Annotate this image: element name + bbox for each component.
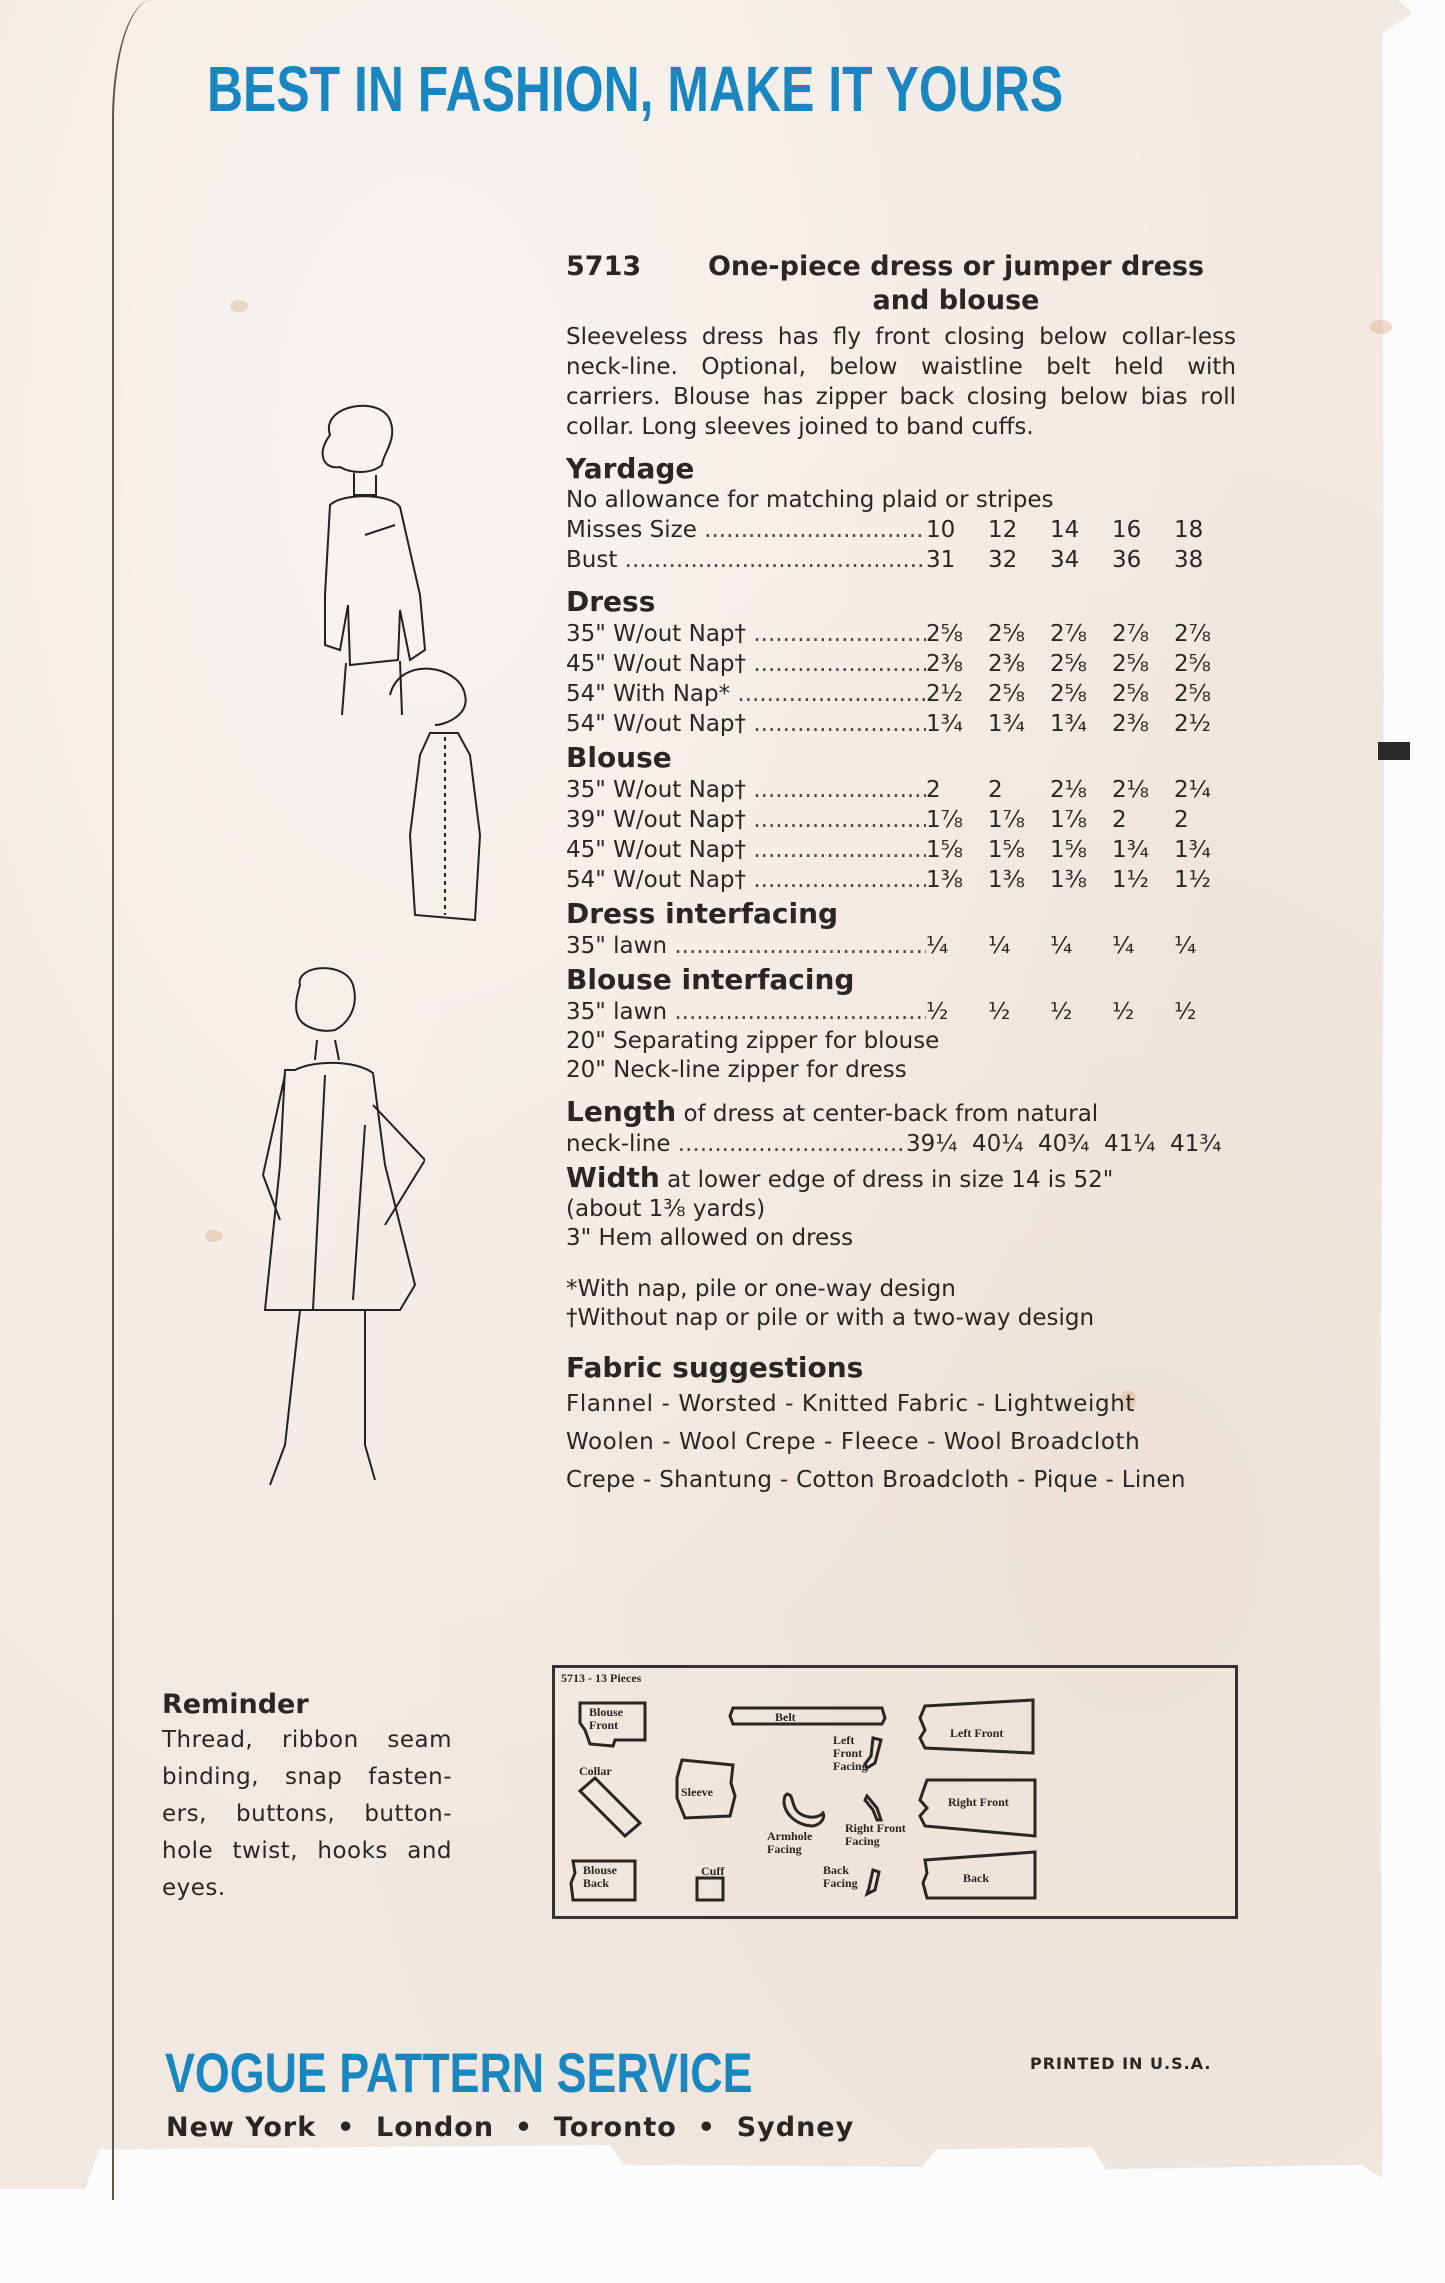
cell: ¼ (1112, 933, 1135, 959)
cell: 1⅜ (988, 867, 1025, 893)
size-value: 12 (988, 517, 1018, 543)
length-text: of dress at center-back from natural (683, 1101, 1099, 1127)
row-label: 35" lawn ..... (566, 997, 926, 1027)
piece-label: Blouse Back (583, 1863, 618, 1890)
sizes-label: Misses Size ..... (566, 515, 926, 545)
piece-label: Collar (579, 1764, 612, 1778)
pattern-details (566, 250, 1236, 1499)
width-heading: Width (566, 1161, 660, 1194)
yardage-row (566, 775, 1236, 805)
cell: 1⅜ (1050, 867, 1087, 893)
cell: 2⅝ (1050, 651, 1087, 677)
length-heading: Length (566, 1095, 677, 1128)
piece-label: Armhole Facing (767, 1829, 813, 1856)
cell: 2⅝ (988, 681, 1025, 707)
cell: 2⅛ (1112, 777, 1149, 803)
cell: 1⅞ (1050, 807, 1087, 833)
cell: 2⅝ (1050, 681, 1087, 707)
cell: 2 (988, 777, 1003, 803)
registration-mark (1378, 742, 1410, 760)
blouse-heading: Blouse (566, 741, 672, 774)
cell: 2 (1112, 807, 1127, 833)
cell: 2⅝ (988, 621, 1025, 647)
row-label: 39" W/out Nap† ..... (566, 805, 926, 835)
cell: 1½ (1112, 867, 1149, 893)
hem-note: 3" Hem allowed on dress (566, 1225, 854, 1251)
dress-interfacing-heading: Dress interfacing (566, 897, 839, 930)
fabric-heading: Fabric suggestions (566, 1351, 864, 1384)
row-label: 45" W/out Nap† ..... (566, 835, 926, 865)
envelope-flap-fold (112, 0, 154, 2200)
dress-back-illustration-icon (225, 965, 425, 1525)
cell: ½ (1050, 999, 1073, 1025)
reminder-block (162, 1688, 452, 1907)
width-yards: (about 1⅜ yards) (566, 1196, 766, 1222)
row-label: 54" W/out Nap† ..... (566, 709, 926, 739)
size-value: 14 (1050, 517, 1080, 543)
cell: 1⅝ (988, 837, 1025, 863)
cell: 1¾ (1050, 711, 1087, 737)
cell: 2⅞ (1112, 621, 1149, 647)
cell: 2⅞ (1174, 621, 1211, 647)
cell: ½ (1112, 999, 1135, 1025)
fabric-line: Crepe - Shantung - Cotton Broadcloth - Pique - Linen (566, 1467, 1186, 1493)
cell: 1¾ (926, 711, 963, 737)
piece-label: Belt (775, 1710, 796, 1724)
pattern-title (566, 250, 1236, 318)
piece-label: Left Front (950, 1726, 1004, 1740)
bust-value: 32 (988, 547, 1018, 573)
cell: 41¼ (1104, 1131, 1156, 1157)
reminder-heading: Reminder (162, 1689, 309, 1720)
yardage-row (566, 709, 1236, 739)
reminder-text: Thread, ribbon seam binding, snap fasten-ers, buttons, button-hole twist, hooks and eyes. (162, 1727, 452, 1901)
yardage-row (566, 997, 1236, 1027)
cell: 1¾ (1112, 837, 1149, 863)
cell: 1⅜ (926, 867, 963, 893)
row-label: 35" W/out Nap† ..... (566, 619, 926, 649)
piece-label: Back (963, 1871, 990, 1885)
cell: ½ (926, 999, 949, 1025)
length-line (566, 1097, 1236, 1129)
cell: ¼ (1050, 933, 1073, 959)
cell: 2⅜ (1112, 711, 1149, 737)
cell: 39¼ (906, 1131, 958, 1157)
cell: ¼ (926, 933, 949, 959)
notion-note: 20" Separating zipper for blouse (566, 1028, 940, 1054)
pattern-description: Sleeveless dress has fly front closing below collar-less neck-line. Optional, below waistline belt held with carriers. Blouse has zipper back closing below bias roll collar. Long sleeves joined to band cuffs. (566, 324, 1236, 440)
brand-name: VOGUE PATTERN SERVICE (165, 2041, 753, 2104)
yardage-row (566, 865, 1236, 895)
row-label: 54" With Nap* ..... (566, 679, 926, 709)
cell: 1½ (1174, 867, 1211, 893)
yardage-row (566, 835, 1236, 865)
cell: 2 (1174, 807, 1189, 833)
pattern-pieces-diagram (552, 1665, 1238, 1919)
cell: 40¾ (1038, 1131, 1090, 1157)
piece-label: Right Front Facing (845, 1821, 906, 1848)
cell: 1⅝ (1050, 837, 1087, 863)
cell: 2⅞ (1050, 621, 1087, 647)
fabric-line: Flannel - Worsted - Knitted Fabric - Lightweight (566, 1391, 1136, 1417)
cell: 2⅝ (926, 621, 963, 647)
cell: 2⅝ (1174, 651, 1211, 677)
bust-row (566, 545, 1236, 575)
footnote: †Without nap or pile or with a two-way design (566, 1305, 1095, 1331)
yardage-row (566, 805, 1236, 835)
cell: 2⅜ (988, 651, 1025, 677)
bust-value: 34 (1050, 547, 1080, 573)
cell: 2½ (926, 681, 963, 707)
cell: 2¼ (1174, 777, 1211, 803)
width-line (566, 1163, 1236, 1195)
yardage-row (566, 649, 1236, 679)
cell: 1¾ (1174, 837, 1211, 863)
size-value: 18 (1174, 517, 1204, 543)
bust-label: Bust ..... (566, 545, 926, 575)
stain (1370, 320, 1392, 334)
bust-value: 31 (926, 547, 956, 573)
pattern-name: One-piece dress or jumper dress and blouse (707, 251, 1205, 316)
dress-heading: Dress (566, 585, 656, 618)
footnote: *With nap, pile or one-way design (566, 1276, 956, 1302)
pattern-number: 5713 (566, 251, 642, 282)
cell: 1⅝ (926, 837, 963, 863)
blouse-front-illustration-icon (270, 395, 490, 995)
row-label: 35" lawn ..... (566, 931, 926, 961)
yardage-note: No allowance for matching plaid or stripes (566, 487, 1054, 513)
piece-label: Sleeve (681, 1785, 713, 1799)
bust-value: 38 (1174, 547, 1204, 573)
cell: 1⅞ (926, 807, 963, 833)
yardage-row (566, 679, 1236, 709)
stain (230, 300, 248, 312)
yardage-row (566, 619, 1236, 649)
length-row (566, 1129, 1236, 1159)
bust-value: 36 (1112, 547, 1142, 573)
cell: 2½ (1174, 711, 1211, 737)
cell: 1⅞ (988, 807, 1025, 833)
cell: ½ (988, 999, 1011, 1025)
cell: ¼ (1174, 933, 1197, 959)
width-text: at lower edge of dress in size 14 is 52" (667, 1167, 1114, 1193)
yardage-row (566, 931, 1236, 961)
printed-in-label: PRINTED IN U.S.A. (1030, 2054, 1212, 2073)
piece-label: Cuff (701, 1864, 725, 1878)
row-label: neck-line ..... (566, 1129, 906, 1159)
cell: 2⅜ (926, 651, 963, 677)
row-label: 35" W/out Nap† ..... (566, 775, 926, 805)
stain (205, 1230, 223, 1242)
cell: 2⅛ (1050, 777, 1087, 803)
cell: 1¾ (988, 711, 1025, 737)
pattern-pieces-shapes-icon (555, 1668, 1235, 1916)
sizes-row (566, 515, 1236, 545)
cell: 2⅝ (1112, 651, 1149, 677)
cell: 40¼ (972, 1131, 1024, 1157)
pieces-caption: 5713 - 13 Pieces (561, 1671, 642, 1685)
blouse-interfacing-heading: Blouse interfacing (566, 963, 855, 996)
cell: 41¾ (1170, 1131, 1222, 1157)
fabric-line: Woolen - Wool Crepe - Fleece - Wool Broadcloth (566, 1429, 1141, 1455)
headline: BEST IN FASHION, MAKE IT YOURS (207, 53, 1064, 125)
cell: 2⅝ (1112, 681, 1149, 707)
piece-label: Right Front (948, 1795, 1009, 1809)
piece-label: Back Facing (823, 1863, 858, 1890)
yardage-heading: Yardage (566, 452, 695, 485)
row-label: 54" W/out Nap† ..... (566, 865, 926, 895)
cell: 2⅝ (1174, 681, 1211, 707)
cell: 2 (926, 777, 941, 803)
piece-label: Left Front Facing (833, 1733, 868, 1773)
cell: ½ (1174, 999, 1197, 1025)
size-value: 16 (1112, 517, 1142, 543)
notion-note: 20" Neck-line zipper for dress (566, 1057, 907, 1083)
size-value: 10 (926, 517, 956, 543)
piece-label: Blouse Front (589, 1705, 624, 1732)
brand-cities: New York • London • Toronto • Sydney (166, 2112, 855, 2143)
cell: ¼ (988, 933, 1011, 959)
row-label: 45" W/out Nap† ..... (566, 649, 926, 679)
